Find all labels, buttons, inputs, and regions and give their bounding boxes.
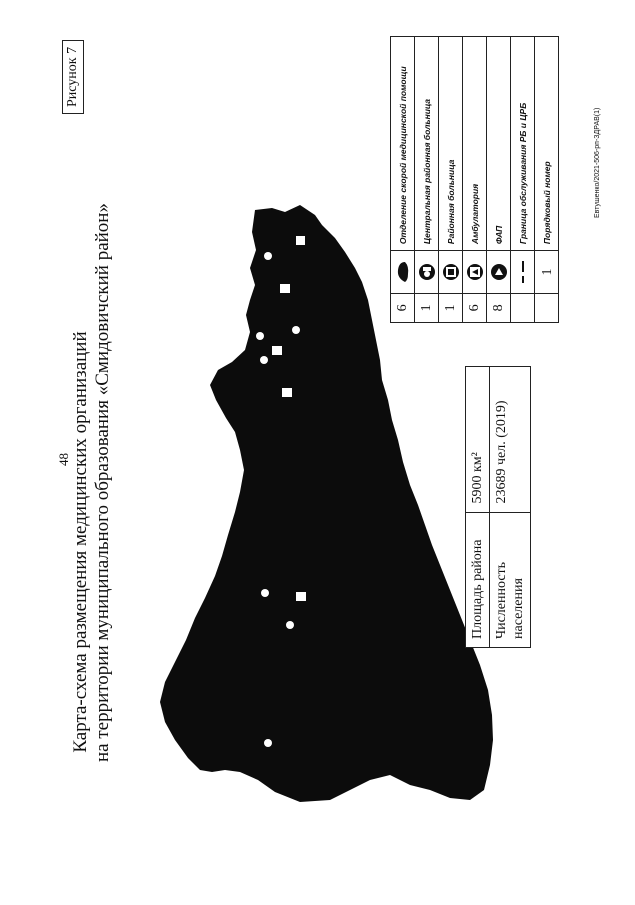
ambulance-station-icon xyxy=(395,260,411,284)
map-marker-fap xyxy=(260,356,268,364)
population-value: 23689 чел. (2019) xyxy=(490,367,531,513)
district-info-table xyxy=(465,366,531,648)
map-marker-fap xyxy=(264,739,272,747)
page-number: 48 xyxy=(56,453,71,466)
map-marker-ambulance xyxy=(272,346,282,355)
map-marker-fap xyxy=(256,332,264,340)
legend-count: 6 xyxy=(391,293,415,322)
ordinal-number-symbol: 1 xyxy=(539,268,555,276)
legend-count: 8 xyxy=(487,293,511,322)
map-marker-ambulance xyxy=(282,388,292,397)
legend-count: 6 xyxy=(463,293,487,322)
map-marker-fap xyxy=(261,589,269,597)
map-marker-fap xyxy=(292,326,300,334)
document-footer: Евтушенко/2021-506-рп-ЗДРАВ(1) xyxy=(594,107,601,218)
area-value: 5900 км² xyxy=(466,367,490,513)
legend-count xyxy=(535,293,559,322)
title-line-1: Карта-схема размещения медицинских организаций xyxy=(70,331,91,753)
legend-label: ФАП xyxy=(487,37,511,251)
legend-count xyxy=(511,293,535,322)
boundary-line-icon xyxy=(519,260,527,284)
legend-row xyxy=(415,37,439,323)
area-label: Площадь района xyxy=(466,512,490,647)
legend-count: 1 xyxy=(415,293,439,322)
legend-label: Порядковый номер xyxy=(535,37,559,251)
map-marker-clinic xyxy=(296,236,305,245)
legend-label: Отделение скорой медицинской помощи xyxy=(391,37,415,251)
legend-row xyxy=(511,37,535,323)
table-row xyxy=(466,367,490,648)
map-marker-fap xyxy=(264,252,272,260)
legend-label: Районная больница xyxy=(439,37,463,251)
legend-label: Центральная районная больница xyxy=(415,37,439,251)
feldsher-post-icon xyxy=(490,263,508,281)
legend-label: Граница обслуживания РБ и ЦРБ xyxy=(511,37,535,251)
table-row xyxy=(490,367,531,648)
legend-row xyxy=(535,37,559,323)
legend-count: 1 xyxy=(439,293,463,322)
outpatient-clinic-icon xyxy=(466,263,484,281)
legend-label: Амбулатория xyxy=(463,37,487,251)
district-hospital-icon xyxy=(442,263,460,281)
legend-row xyxy=(439,37,463,323)
legend-row xyxy=(463,37,487,323)
central-hospital-icon xyxy=(418,263,436,281)
population-label: Численность населения xyxy=(490,512,531,647)
legend-table xyxy=(390,36,559,323)
map-marker-hospital xyxy=(296,592,306,601)
legend-row xyxy=(487,37,511,323)
title-line-2: на территории муниципального образования «Смидовичский район» xyxy=(92,203,113,762)
legend-row xyxy=(391,37,415,323)
map-marker-ambulance xyxy=(280,284,290,293)
page-title xyxy=(70,203,114,762)
figure-label: Рисунок 7 xyxy=(62,40,84,114)
map-marker-fap xyxy=(286,621,294,629)
